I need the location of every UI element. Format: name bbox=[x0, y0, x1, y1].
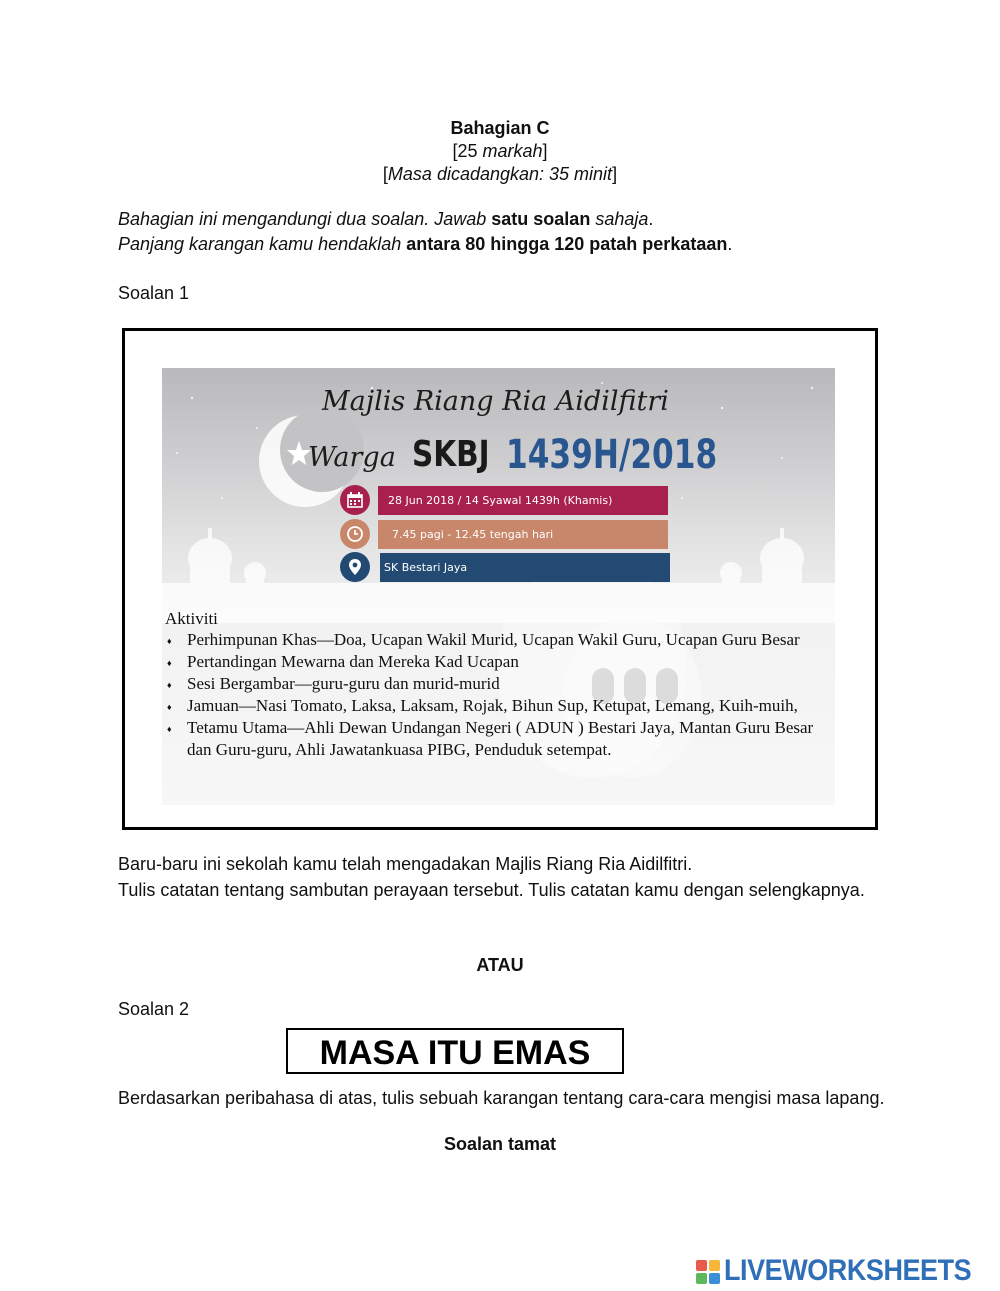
marks-line: [25 markah] bbox=[452, 141, 548, 161]
activities-list bbox=[167, 629, 832, 761]
activities-title: Aktiviti bbox=[165, 609, 218, 628]
instruction-line-1: Bahagian ini mengandungi dua soalan. Jawab satu soalan sahaja. bbox=[118, 209, 654, 229]
logo-wordmark: LIVEWORKSHEETS bbox=[724, 1254, 972, 1287]
instruction-line-2: Panjang karangan kamu hendaklah antara 80 hingga 120 patah perkataan. bbox=[118, 234, 733, 254]
event-poster bbox=[162, 368, 835, 805]
calendar-icon bbox=[340, 485, 370, 515]
time-line: [Masa dicadangkan: 35 minit] bbox=[382, 164, 618, 184]
poster-title-warga: Warga bbox=[308, 442, 396, 473]
poster-frame bbox=[122, 328, 878, 830]
poster-venue-text: SK Bestari Jaya bbox=[380, 553, 670, 582]
poster-time-text: 7.45 pagi - 12.45 tengah hari bbox=[378, 520, 668, 549]
location-pin-icon bbox=[340, 552, 370, 582]
activity-item: ♦ Tetamu Utama—Ahli Dewan Undangan Negeri ( ADUN ) Bestari Jaya, Mantan Guru Besar dan Guru-guru, Ahli Jawatankuasa PIBG, Penduduk setempat. bbox=[167, 717, 832, 761]
activity-item: ♦ Jamuan—Nasi Tomato, Laksa, Laksam, Rojak, Bihun Sup, Ketupat, Lemang, Kuih-muih, bbox=[167, 695, 832, 717]
question-1-label: Soalan 1 bbox=[118, 283, 190, 303]
clock-icon bbox=[340, 519, 370, 549]
activity-item: ♦ Perhimpunan Khas—Doa, Ucapan Wakil Murid, Ucapan Wakil Guru, Ucapan Guru Besar bbox=[167, 629, 832, 651]
proverb-box bbox=[286, 1028, 624, 1074]
logo-cubes-icon bbox=[696, 1260, 720, 1284]
question-1-text-line-1: Baru-baru ini sekolah kamu telah mengadakan Majlis Riang Ria Aidilfitri. bbox=[118, 854, 693, 874]
activity-item: ♦ Sesi Bergambar—guru-guru dan murid-murid bbox=[167, 673, 832, 695]
question-1-text-line-2: Tulis catatan tentang sambutan perayaan tersebut. Tulis catatan kamu dengan selengkapnya. bbox=[118, 880, 865, 900]
proverb-text: MASA ITU EMAS bbox=[319, 1034, 591, 1072]
end-text: Soalan tamat bbox=[443, 1134, 557, 1154]
poster-title-year: 1439H/2018 bbox=[506, 432, 718, 478]
separator-atau: ATAU bbox=[476, 955, 524, 975]
section-title: Bahagian C bbox=[450, 118, 550, 138]
activity-item: ♦ Pertandingan Mewarna dan Mereka Kad Ucapan bbox=[167, 651, 832, 673]
question-2-label: Soalan 2 bbox=[118, 999, 190, 1019]
question-2-text: Berdasarkan peribahasa di atas, tulis sebuah karangan tentang cara-cara mengisi masa lapang. bbox=[118, 1088, 885, 1108]
poster-title-school: SKBJ bbox=[412, 434, 490, 475]
poster-title-line-1: Majlis Riang Ria Aidilfitri bbox=[322, 386, 669, 417]
poster-date-text: 28 Jun 2018 / 14 Syawal 1439h (Khamis) bbox=[378, 486, 668, 515]
